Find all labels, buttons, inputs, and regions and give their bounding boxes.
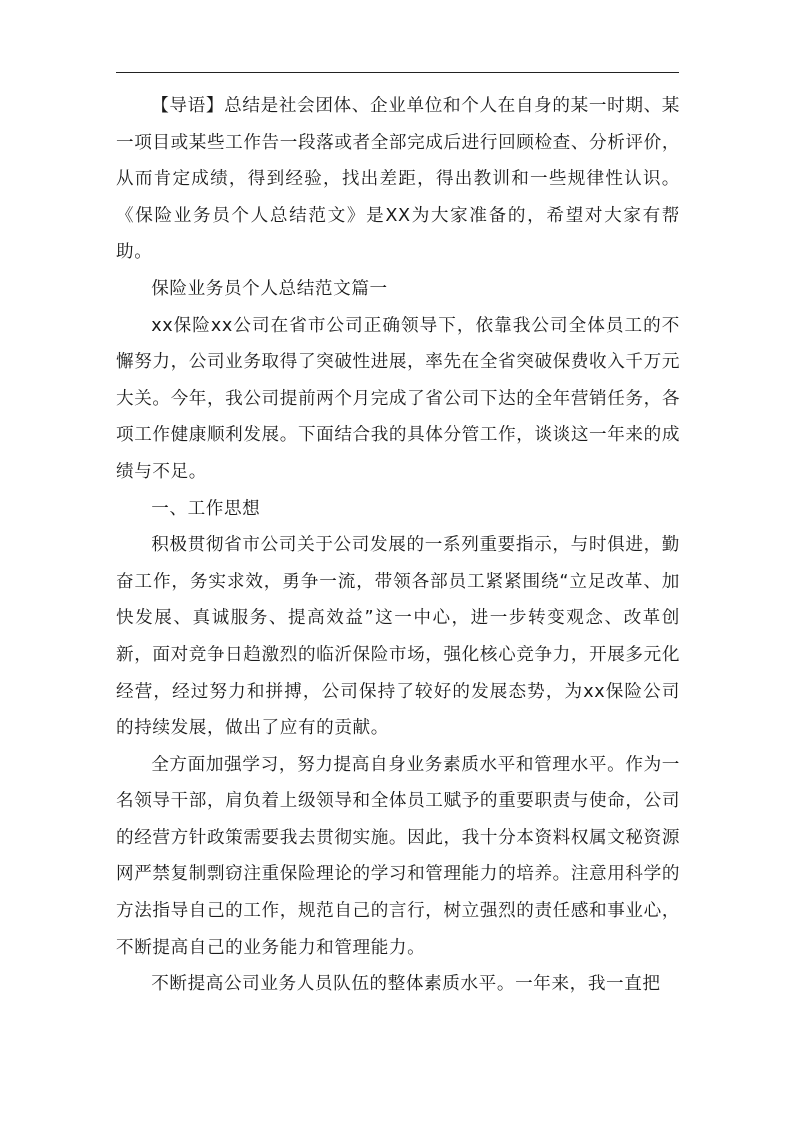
section-heading: 一、工作思想 bbox=[151, 498, 261, 519]
body-paragraph: xx保险xx公司在省市公司正确领导下，依靠我公司全体员工的不懈努力，公司业务取得了突破性进展，率先在全省突破保费收入千万元大关。今年，我公司提前两个月完成了省公司下达的全年营销任务，各项工作健康顺利发展。下面结合我的具体分管工作，谈谈这一年来的成绩与不足。 bbox=[116, 315, 681, 482]
intro-paragraph: 【导语】总结是社会团体、企业单位和个人在自身的某一时期、某一项目或某些工作告一段落或者全部完成后进行回顾检查、分析评价，从而肯定成绩，得到经验，找出差距，得出教训和一些规律性认识。《保险业务员个人总结范文》是XX为大家准备的，希望对大家有帮助。 bbox=[116, 96, 681, 263]
body-paragraph: 积极贯彻省市公司关于公司发展的一系列重要指示，与时俱进，勤奋工作，务实求效，勇争一流，带领各部员工紧紧围绕“立足改革、加快发展、真诚服务、提高效益”这一中心，进一步转变观念、改革创新，面对竞争日趋激烈的临沂保险市场，强化核心竞争力，开展多元化经营，经过努力和拼搏，公司保持了较好的发展态势，为xx保险公司的持续发展，做出了应有的贡献。 bbox=[116, 535, 681, 739]
body-paragraph: 不断提高公司业务人员队伍的整体素质水平。一年来，我一直把 bbox=[151, 974, 661, 995]
body-paragraph: 全方面加强学习，努力提高自身业务素质水平和管理水平。作为一名领导干部，肩负着上级领导和全体员工赋予的重要职责与使命，公司的经营方针政策需要我去贯彻实施。因此，我十分本资料权属文秘资源网严禁复制剽窃注重保险理论的学习和管理能力的培养。注意用科学的方法指导自己的工作，规范自己的言行，树立强烈的责任感和事业心，不断提高自己的业务能力和管理能力。 bbox=[116, 754, 681, 958]
article-title: 保险业务员个人总结范文篇一 bbox=[151, 278, 388, 299]
document-body bbox=[116, 88, 680, 1003]
header-rule bbox=[116, 72, 679, 73]
